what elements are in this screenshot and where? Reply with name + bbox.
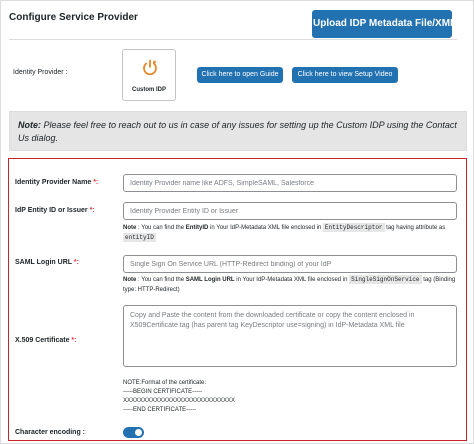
title-divider bbox=[9, 39, 457, 40]
format-title: NOTE:Format of the certificate: bbox=[123, 380, 207, 386]
saml-login-input[interactable] bbox=[123, 255, 457, 273]
entity-id-label: IdP Entity ID or Issuer *: bbox=[15, 207, 95, 214]
custom-idp-name: Custom IDP bbox=[131, 87, 166, 93]
format-begin: -----BEGIN CERTIFICATE----- bbox=[123, 389, 203, 395]
note-prefix: Note: bbox=[18, 120, 41, 130]
entity-id-input[interactable] bbox=[123, 202, 457, 220]
idp-name-label: Identity Provider Name *: bbox=[15, 179, 99, 186]
certificate-label: X.509 Certificate *: bbox=[15, 337, 77, 344]
custom-idp-card[interactable] bbox=[122, 49, 176, 101]
setup-video-button[interactable]: Click here to view Setup Video bbox=[292, 67, 398, 83]
format-end: -----END CERTIFICATE----- bbox=[123, 407, 197, 413]
certificate-textarea[interactable] bbox=[123, 305, 457, 367]
identity-provider-label: Identity Provider : bbox=[13, 69, 68, 76]
contact-note-box bbox=[9, 111, 467, 151]
saml-login-hint: Note : You can find the SAML Login URL in Your IdP-Metadata XML file enclosed in SingleSignOnService tag (Binding type: HTTP-Redirect) bbox=[123, 276, 456, 293]
note-body: Please feel free to reach out to us in case of any issues for setting up the Custom IDP using the Contact Us dialog. bbox=[18, 120, 457, 143]
format-body: XXXXXXXXXXXXXXXXXXXXXXXXXXXX bbox=[123, 398, 236, 404]
saml-login-label: SAML Login URL *: bbox=[15, 259, 79, 266]
page-title: Configure Service Provider bbox=[9, 12, 138, 23]
entity-id-hint: Note : You can find the EntityID in Your IdP-Metadata XML file enclosed in EntityDescriptor tag having attribute as entityID bbox=[123, 224, 446, 241]
idp-name-input[interactable] bbox=[123, 174, 457, 192]
toggle-knob bbox=[135, 429, 142, 436]
power-icon bbox=[141, 59, 159, 77]
character-encoding-label: Character encoding : bbox=[15, 429, 86, 436]
upload-metadata-button[interactable]: Upload IDP Metadata File/XML bbox=[312, 10, 452, 38]
sp-config-form bbox=[8, 158, 467, 441]
contact-note-text bbox=[18, 119, 458, 145]
character-encoding-toggle[interactable] bbox=[123, 427, 144, 438]
certificate-format-note bbox=[123, 379, 235, 415]
open-guide-button[interactable]: Click here to open Guide bbox=[197, 67, 283, 83]
